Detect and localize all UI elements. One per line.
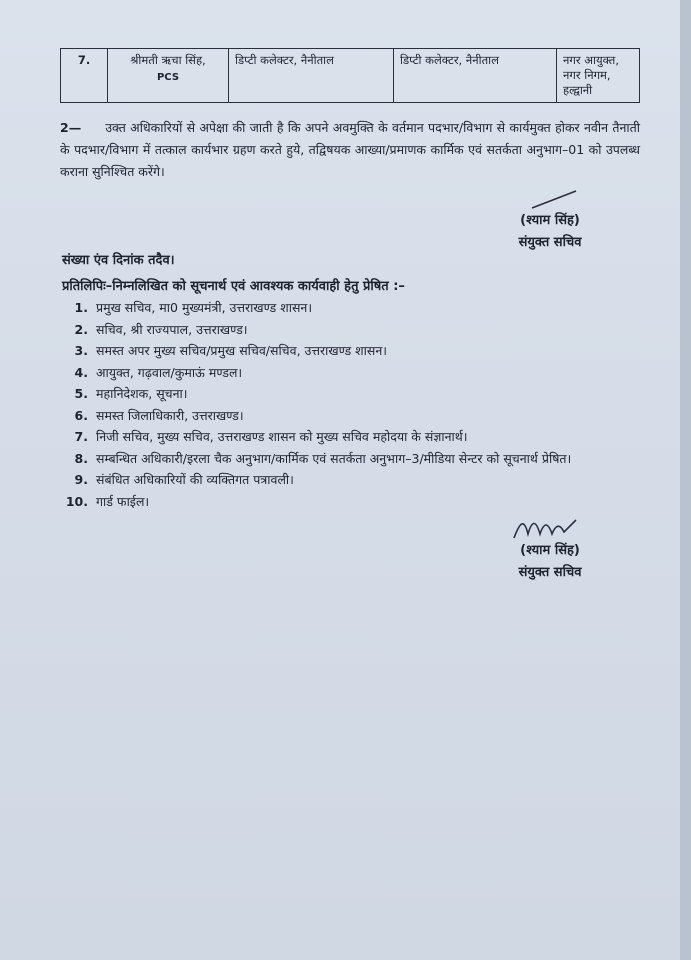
list-item: 9. संबंधित अधिकारियों की व्यक्तिगत पत्रावली। <box>74 472 294 487</box>
list-item: 4. आयुक्त, गढ़वाल/कुमाऊं मण्डल। <box>74 364 243 380</box>
table-row <box>61 49 640 103</box>
relieved-post-cell: डिप्टी कलेक्टर, नैनीताल <box>394 49 557 103</box>
list-item: 3. समस्त अपर मुख्य सचिव/प्रमुख सचिव/सचिव, उत्तराखण्ड शासन। <box>74 343 388 358</box>
officer-name-cell <box>108 49 229 103</box>
list-item: 6. समस्त जिलाधिकारी, उत्तराखण्ड। <box>74 407 244 423</box>
background-edge <box>680 0 691 960</box>
paragraph-2 <box>60 117 640 183</box>
signature-block-2 <box>500 540 600 584</box>
signature-scribble-icon <box>512 514 582 542</box>
list-item: 8. सम्बन्धित अधिकारी/इरला चैक अनुभाग/कार्मिक एवं सतर्कता अनुभाग–3/मीडिया सेन्टर को सूचनार्थ प्रेषित। <box>74 450 572 466</box>
paragraph-text: उक्त अधिकारियों से अपेक्षा की जाती है कि अपने अवमुक्ति के वर्तमान पदभार/विभाग से कार्यमुक्त होकर नवीन तैनाती के पदभार/विभाग में तत्काल कार्यभार ग्रहण करते हुये, तद्विषयक आख्या/प्रमाणक कार्मिक एवं सतर्कता अनुभाग–01 को उपलब्ध कराना सुनिश्चित करेंगे। <box>60 120 640 179</box>
signatory-name: (श्याम सिंह) <box>520 543 580 558</box>
list-item: 2. सचिव, श्री राज्यपाल, उत्तराखण्ड। <box>74 321 248 337</box>
list-item: 5. महानिदेशक, सूचना। <box>74 386 188 401</box>
paragraph-number: 2— <box>60 120 82 135</box>
signatory-designation: संयुक्त सचिव <box>518 565 582 580</box>
signature-block-1 <box>500 210 600 254</box>
serial-number-cell: 7. <box>61 49 108 103</box>
copy-to-heading: प्रतिलिपिः–निम्नलिखित को सूचनार्थ एवं आवश्यक कार्यवाही हेतु प्रेषित :– <box>62 279 405 294</box>
new-post-cell: नगर आयुक्त, नगर निगम, हल्द्वानी <box>557 49 640 103</box>
reference-line: संख्या एंव दिनांक तदैव। <box>62 253 175 268</box>
signatory-name: (श्याम सिंह) <box>520 213 580 228</box>
recipient-list <box>62 297 652 512</box>
posting-table <box>60 48 640 103</box>
list-item: 10. गार्ड फाईल। <box>65 493 150 509</box>
signature-stroke-icon <box>530 188 580 212</box>
officer-name: श्रीमती ऋचा सिंह, <box>130 53 206 67</box>
service-label: PCS <box>156 72 180 83</box>
list-item: 1. प्रमुख सचिव, मा0 मुख्यमंत्री, उत्तराखण्ड शासन। <box>74 300 313 315</box>
list-item: 7. निजी सचिव, मुख्य सचिव, उत्तराखण्ड शासन को मुख्य सचिव महोदया के संज्ञानार्थ। <box>74 429 468 444</box>
current-post-cell: डिप्टी कलेक्टर, नैनीताल <box>229 49 394 103</box>
signatory-designation: संयुक्त सचिव <box>518 235 582 250</box>
